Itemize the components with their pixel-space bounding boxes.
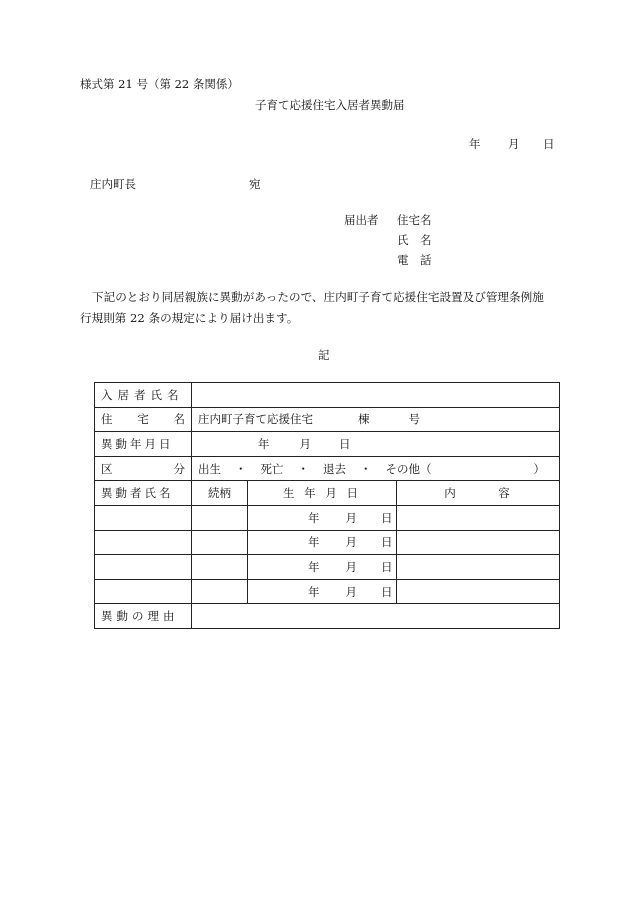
content-header: 内 容 bbox=[397, 481, 560, 506]
category-moveout[interactable]: 退去 bbox=[323, 461, 346, 476]
reason-input[interactable] bbox=[192, 604, 560, 629]
applicant-name-field: 氏 名 bbox=[397, 233, 432, 247]
addressee-honorific: 宛 bbox=[249, 177, 261, 191]
member-relation-input[interactable] bbox=[192, 555, 248, 580]
reason-label-cell bbox=[95, 604, 192, 629]
member-name-input[interactable] bbox=[95, 530, 192, 555]
housing-value: 庄内町子育て応援住宅 bbox=[198, 412, 313, 427]
category-death[interactable]: 死亡 bbox=[260, 461, 284, 476]
category-label-cell: 区 分 bbox=[95, 456, 192, 481]
number-unit-label: 号 bbox=[408, 412, 420, 427]
birth-day: 日 bbox=[381, 559, 393, 574]
member-content-input[interactable] bbox=[397, 555, 560, 580]
birth-month: 月 bbox=[345, 584, 357, 599]
member-name-input[interactable] bbox=[95, 505, 192, 530]
change-date-row bbox=[95, 432, 560, 457]
category-other[interactable]: その他（ bbox=[385, 461, 432, 476]
birth-month: 月 bbox=[345, 510, 357, 525]
member-name-input[interactable] bbox=[95, 579, 192, 604]
member-content-input[interactable] bbox=[397, 579, 560, 604]
addressee-name: 庄内町長 bbox=[90, 177, 136, 191]
applicant-housing-field: 住宅名 bbox=[397, 213, 432, 227]
birth-year: 年 bbox=[308, 535, 320, 550]
date-year-label: 年 bbox=[469, 137, 481, 151]
change-date-label: 異動年月日 bbox=[101, 436, 174, 451]
birth-day: 日 bbox=[381, 510, 393, 525]
birth-year: 年 bbox=[308, 510, 320, 525]
resident-name-row bbox=[95, 383, 560, 408]
birth-month: 月 bbox=[345, 559, 357, 574]
reason-label: 異動の理由 bbox=[101, 609, 179, 624]
housing-row bbox=[95, 407, 560, 432]
applicant-phone-field: 電 話 bbox=[397, 253, 432, 267]
birthdate-header: 生 年 月 日 bbox=[248, 481, 397, 506]
category-options-cell[interactable] bbox=[192, 456, 560, 481]
reason-row bbox=[95, 604, 560, 629]
date-month-label: 月 bbox=[508, 137, 520, 151]
housing-value-cell[interactable] bbox=[192, 407, 560, 432]
member-header-row bbox=[95, 481, 560, 506]
birth-day: 日 bbox=[381, 535, 393, 550]
resident-name-input[interactable] bbox=[192, 383, 560, 408]
resident-name-label: 入居者氏名 bbox=[101, 387, 184, 402]
form-number: 様式第 21 号（第 22 条関係） bbox=[80, 77, 239, 91]
member-row bbox=[95, 505, 560, 530]
member-name-header-cell bbox=[95, 481, 192, 506]
member-name-header: 異動者氏名 bbox=[101, 486, 174, 501]
building-unit-label: 棟 bbox=[358, 412, 370, 427]
change-date-input[interactable] bbox=[192, 432, 560, 457]
member-birthdate-input[interactable] bbox=[248, 530, 397, 555]
member-relation-input[interactable] bbox=[192, 530, 248, 555]
category-separator: ・ bbox=[235, 461, 247, 476]
category-separator: ・ bbox=[360, 461, 372, 476]
ki-heading: 記 bbox=[318, 348, 330, 362]
date-day-label: 日 bbox=[543, 137, 555, 151]
change-date-label-cell bbox=[95, 432, 192, 457]
category-row bbox=[95, 456, 560, 481]
member-name-input[interactable] bbox=[95, 555, 192, 580]
birth-day: 日 bbox=[381, 584, 393, 599]
relation-header: 続柄 bbox=[192, 481, 248, 506]
member-birthdate-input[interactable] bbox=[248, 505, 397, 530]
resident-name-label-cell bbox=[95, 383, 192, 408]
member-row bbox=[95, 555, 560, 580]
change-date-day: 日 bbox=[339, 436, 351, 451]
body-text-line1: 下記のとおり同居親族に異動があったので、庄内町子育て応援住宅設置及び管理条例施 bbox=[92, 290, 544, 304]
body-text-line2: 行規則第 22 条の規定により届け出ます。 bbox=[80, 311, 299, 325]
category-other-close: ） bbox=[533, 461, 546, 476]
member-row bbox=[95, 530, 560, 555]
category-birth[interactable]: 出生 bbox=[198, 461, 221, 476]
member-content-input[interactable] bbox=[397, 530, 560, 555]
change-date-year: 年 bbox=[258, 436, 270, 451]
member-row bbox=[95, 579, 560, 604]
member-relation-input[interactable] bbox=[192, 505, 248, 530]
change-notification-table bbox=[94, 382, 560, 629]
member-relation-input[interactable] bbox=[192, 579, 248, 604]
member-content-input[interactable] bbox=[397, 505, 560, 530]
change-date-month: 月 bbox=[299, 436, 311, 451]
housing-label-cell: 住 宅 名 bbox=[95, 407, 192, 432]
member-birthdate-input[interactable] bbox=[248, 579, 397, 604]
member-birthdate-input[interactable] bbox=[248, 555, 397, 580]
page-title: 子育て応援住宅入居者異動届 bbox=[255, 98, 405, 112]
birth-month: 月 bbox=[345, 535, 357, 550]
applicant-label: 届出者 bbox=[344, 213, 379, 227]
birth-year: 年 bbox=[308, 559, 320, 574]
birth-year: 年 bbox=[308, 584, 320, 599]
category-separator: ・ bbox=[297, 461, 309, 476]
